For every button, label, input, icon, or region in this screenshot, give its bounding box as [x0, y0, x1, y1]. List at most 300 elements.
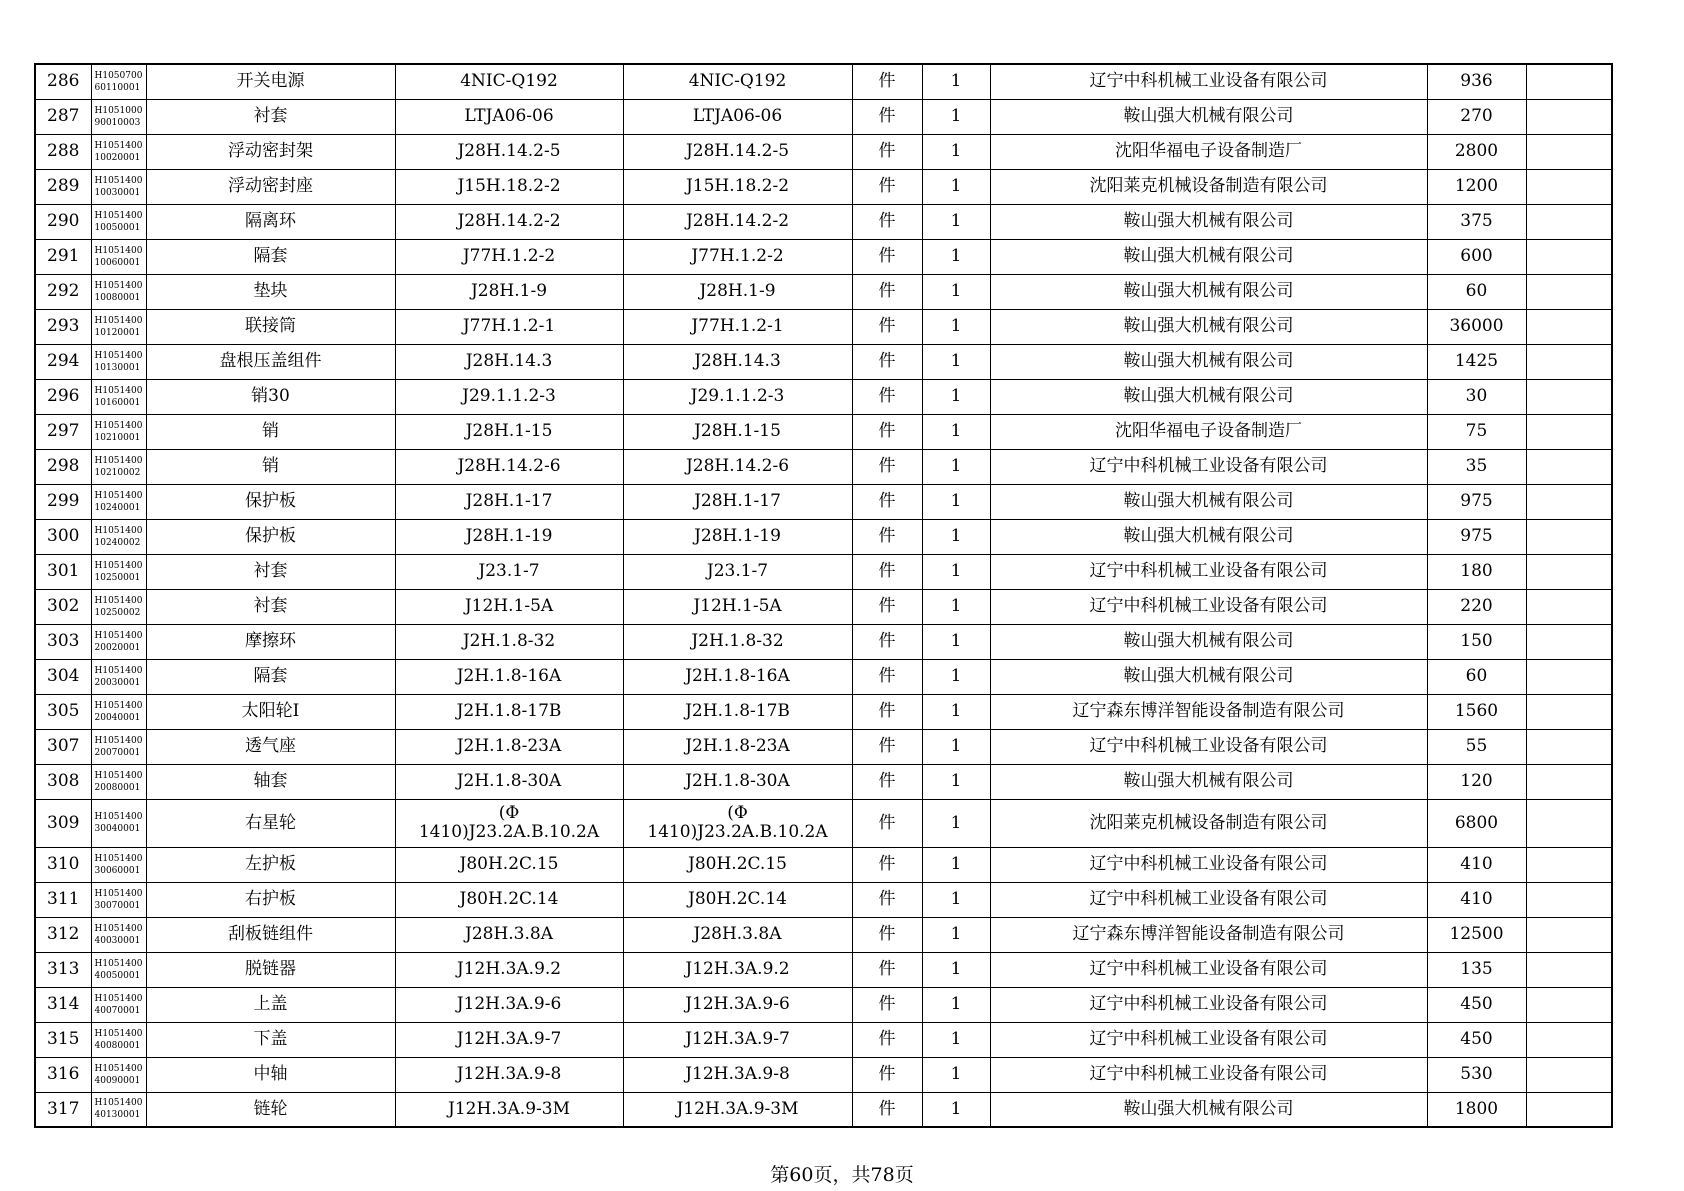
cell-quantity: 1 — [922, 624, 990, 659]
cell-price: 120 — [1427, 764, 1526, 799]
cell-price: 1200 — [1427, 169, 1526, 204]
cell-remark — [1526, 414, 1612, 449]
table-body — [35, 64, 1612, 1127]
cell-material-code: H1051400 40030001 — [91, 917, 146, 952]
cell-price: 36000 — [1427, 309, 1526, 344]
cell-price: 975 — [1427, 519, 1526, 554]
cell-material-code: H1051400 40070001 — [91, 987, 146, 1022]
cell-material-code: H1051400 30040001 — [91, 799, 146, 847]
cell-supplier: 辽宁中科机械工业设备有限公司 — [990, 1057, 1427, 1092]
cell-material-code: H1051400 10210001 — [91, 414, 146, 449]
cell-specification: J2H.1.8-23A — [395, 729, 623, 764]
cell-quantity: 1 — [922, 554, 990, 589]
cell-specification: J80H.2C.15 — [395, 847, 623, 882]
cell-specification: J28H.1-19 — [395, 519, 623, 554]
cell-material-code: H1051400 30060001 — [91, 847, 146, 882]
table-row — [35, 1057, 1612, 1092]
cell-supplier: 鞍山强大机械有限公司 — [990, 204, 1427, 239]
cell-remark — [1526, 1022, 1612, 1057]
cell-unit: 件 — [852, 952, 922, 987]
cell-unit: 件 — [852, 882, 922, 917]
cell-remark — [1526, 1092, 1612, 1127]
cell-remark — [1526, 1057, 1612, 1092]
cell-price: 1800 — [1427, 1092, 1526, 1127]
cell-specification: J77H.1.2-2 — [395, 239, 623, 274]
cell-model: J28H.14.2-2 — [623, 204, 852, 239]
cell-material-code: H1051400 40090001 — [91, 1057, 146, 1092]
cell-part-name: 轴套 — [146, 764, 395, 799]
table-row — [35, 882, 1612, 917]
cell-quantity: 1 — [922, 917, 990, 952]
cell-material-code: H1051400 40130001 — [91, 1092, 146, 1127]
cell-unit: 件 — [852, 987, 922, 1022]
cell-model: J28H.1-9 — [623, 274, 852, 309]
cell-price: 135 — [1427, 952, 1526, 987]
cell-model: (Φ 1410)J23.2A.B.10.2A — [623, 799, 852, 847]
cell-serial-number: 303 — [35, 624, 91, 659]
table-row — [35, 1022, 1612, 1057]
table-row — [35, 64, 1612, 99]
cell-material-code: H1051400 40050001 — [91, 952, 146, 987]
cell-unit: 件 — [852, 624, 922, 659]
cell-specification: J12H.3A.9-6 — [395, 987, 623, 1022]
cell-remark — [1526, 274, 1612, 309]
table-row — [35, 309, 1612, 344]
cell-unit: 件 — [852, 64, 922, 99]
cell-quantity: 1 — [922, 379, 990, 414]
cell-serial-number: 315 — [35, 1022, 91, 1057]
cell-serial-number: 292 — [35, 274, 91, 309]
cell-remark — [1526, 729, 1612, 764]
cell-quantity: 1 — [922, 764, 990, 799]
cell-specification: J28H.3.8A — [395, 917, 623, 952]
cell-quantity: 1 — [922, 519, 990, 554]
cell-part-name: 销30 — [146, 379, 395, 414]
cell-specification: J28H.1-15 — [395, 414, 623, 449]
cell-quantity: 1 — [922, 449, 990, 484]
cell-supplier: 沈阳莱克机械设备制造有限公司 — [990, 799, 1427, 847]
cell-unit: 件 — [852, 169, 922, 204]
cell-supplier: 沈阳华福电子设备制造厂 — [990, 414, 1427, 449]
cell-unit: 件 — [852, 1092, 922, 1127]
cell-model: J2H.1.8-32 — [623, 624, 852, 659]
cell-part-name: 刮板链组件 — [146, 917, 395, 952]
cell-unit: 件 — [852, 589, 922, 624]
table-row — [35, 554, 1612, 589]
cell-serial-number: 290 — [35, 204, 91, 239]
cell-price: 60 — [1427, 274, 1526, 309]
cell-quantity: 1 — [922, 414, 990, 449]
cell-remark — [1526, 484, 1612, 519]
cell-unit: 件 — [852, 414, 922, 449]
table-row — [35, 847, 1612, 882]
table-row — [35, 659, 1612, 694]
cell-model: J77H.1.2-2 — [623, 239, 852, 274]
cell-material-code: H1051400 20080001 — [91, 764, 146, 799]
cell-price: 375 — [1427, 204, 1526, 239]
cell-unit: 件 — [852, 204, 922, 239]
cell-price: 180 — [1427, 554, 1526, 589]
cell-quantity: 1 — [922, 882, 990, 917]
cell-part-name: 隔套 — [146, 659, 395, 694]
cell-specification: J12H.3A.9-8 — [395, 1057, 623, 1092]
cell-supplier: 鞍山强大机械有限公司 — [990, 764, 1427, 799]
table-row — [35, 379, 1612, 414]
cell-part-name: 脱链器 — [146, 952, 395, 987]
cell-specification: 4NIC-Q192 — [395, 64, 623, 99]
cell-supplier: 鞍山强大机械有限公司 — [990, 519, 1427, 554]
cell-price: 30 — [1427, 379, 1526, 414]
cell-material-code: H1051400 10240001 — [91, 484, 146, 519]
cell-price: 530 — [1427, 1057, 1526, 1092]
cell-quantity: 1 — [922, 1022, 990, 1057]
cell-unit: 件 — [852, 519, 922, 554]
cell-model: LTJA06-06 — [623, 99, 852, 134]
cell-price: 936 — [1427, 64, 1526, 99]
cell-model: J15H.18.2-2 — [623, 169, 852, 204]
cell-remark — [1526, 309, 1612, 344]
cell-price: 2800 — [1427, 134, 1526, 169]
cell-specification: J28H.14.2-5 — [395, 134, 623, 169]
cell-model: J12H.1-5A — [623, 589, 852, 624]
cell-serial-number: 309 — [35, 799, 91, 847]
cell-quantity: 1 — [922, 344, 990, 379]
cell-specification: J29.1.1.2-3 — [395, 379, 623, 414]
total-page-count: 78 — [870, 1164, 895, 1186]
cell-model: J2H.1.8-17B — [623, 694, 852, 729]
table-row — [35, 764, 1612, 799]
cell-part-name: 保护板 — [146, 519, 395, 554]
cell-price: 1560 — [1427, 694, 1526, 729]
cell-part-name: 浮动密封架 — [146, 134, 395, 169]
cell-material-code: H1051400 10080001 — [91, 274, 146, 309]
table-row — [35, 729, 1612, 764]
cell-remark — [1526, 952, 1612, 987]
table-row — [35, 799, 1612, 847]
cell-model: J12H.3A.9.2 — [623, 952, 852, 987]
cell-price: 60 — [1427, 659, 1526, 694]
cell-part-name: 链轮 — [146, 1092, 395, 1127]
table-row — [35, 589, 1612, 624]
cell-price: 55 — [1427, 729, 1526, 764]
cell-part-name: 衬套 — [146, 554, 395, 589]
cell-unit: 件 — [852, 309, 922, 344]
cell-material-code: H1051400 10250001 — [91, 554, 146, 589]
cell-model: J80H.2C.15 — [623, 847, 852, 882]
cell-unit: 件 — [852, 484, 922, 519]
cell-supplier: 鞍山强大机械有限公司 — [990, 99, 1427, 134]
cell-quantity: 1 — [922, 1092, 990, 1127]
cell-remark — [1526, 169, 1612, 204]
cell-remark — [1526, 344, 1612, 379]
cell-model: J28H.14.3 — [623, 344, 852, 379]
cell-supplier: 辽宁中科机械工业设备有限公司 — [990, 847, 1427, 882]
cell-remark — [1526, 134, 1612, 169]
cell-remark — [1526, 624, 1612, 659]
cell-serial-number: 299 — [35, 484, 91, 519]
cell-serial-number: 311 — [35, 882, 91, 917]
cell-serial-number: 286 — [35, 64, 91, 99]
cell-price: 600 — [1427, 239, 1526, 274]
cell-unit: 件 — [852, 659, 922, 694]
cell-supplier: 鞍山强大机械有限公司 — [990, 659, 1427, 694]
cell-quantity: 1 — [922, 274, 990, 309]
cell-price: 75 — [1427, 414, 1526, 449]
cell-price: 12500 — [1427, 917, 1526, 952]
table-row — [35, 239, 1612, 274]
cell-model: J28H.14.2-5 — [623, 134, 852, 169]
cell-serial-number: 293 — [35, 309, 91, 344]
cell-unit: 件 — [852, 847, 922, 882]
cell-material-code: H1051400 10030001 — [91, 169, 146, 204]
cell-model: J12H.3A.9-7 — [623, 1022, 852, 1057]
cell-serial-number: 297 — [35, 414, 91, 449]
cell-specification: J23.1-7 — [395, 554, 623, 589]
cell-part-name: 隔套 — [146, 239, 395, 274]
cell-serial-number: 305 — [35, 694, 91, 729]
table-row — [35, 917, 1612, 952]
table-row — [35, 274, 1612, 309]
cell-specification: J12H.3A.9.2 — [395, 952, 623, 987]
cell-serial-number: 307 — [35, 729, 91, 764]
cell-supplier: 辽宁中科机械工业设备有限公司 — [990, 589, 1427, 624]
cell-specification: J80H.2C.14 — [395, 882, 623, 917]
table-row — [35, 134, 1612, 169]
cell-model: J77H.1.2-1 — [623, 309, 852, 344]
cell-part-name: 联接筒 — [146, 309, 395, 344]
cell-supplier: 鞍山强大机械有限公司 — [990, 484, 1427, 519]
cell-specification: J28H.14.2-6 — [395, 449, 623, 484]
cell-unit: 件 — [852, 729, 922, 764]
cell-remark — [1526, 764, 1612, 799]
cell-unit: 件 — [852, 1057, 922, 1092]
cell-part-name: 隔离环 — [146, 204, 395, 239]
cell-serial-number: 313 — [35, 952, 91, 987]
footer-middle: 页，共 — [813, 1164, 871, 1186]
cell-unit: 件 — [852, 1022, 922, 1057]
footer-prefix: 第 — [770, 1164, 790, 1186]
cell-part-name: 衬套 — [146, 99, 395, 134]
cell-supplier: 辽宁中科机械工业设备有限公司 — [990, 952, 1427, 987]
parts-price-table — [34, 63, 1613, 1128]
cell-remark — [1526, 64, 1612, 99]
cell-specification: J28H.1-17 — [395, 484, 623, 519]
cell-material-code: H1051400 10020001 — [91, 134, 146, 169]
cell-serial-number: 308 — [35, 764, 91, 799]
cell-specification: J12H.3A.9-7 — [395, 1022, 623, 1057]
cell-material-code: H1051000 90010003 — [91, 99, 146, 134]
cell-material-code: H1050700 60110001 — [91, 64, 146, 99]
cell-serial-number: 298 — [35, 449, 91, 484]
cell-unit: 件 — [852, 344, 922, 379]
footer-suffix: 页 — [894, 1164, 914, 1186]
cell-unit: 件 — [852, 554, 922, 589]
table-row — [35, 624, 1612, 659]
cell-unit: 件 — [852, 449, 922, 484]
cell-supplier: 辽宁中科机械工业设备有限公司 — [990, 64, 1427, 99]
cell-model: J28H.1-15 — [623, 414, 852, 449]
table-row — [35, 694, 1612, 729]
cell-part-name: 销 — [146, 414, 395, 449]
cell-part-name: 右星轮 — [146, 799, 395, 847]
cell-unit: 件 — [852, 917, 922, 952]
cell-unit: 件 — [852, 379, 922, 414]
cell-quantity: 1 — [922, 847, 990, 882]
cell-model: J12H.3A.9-6 — [623, 987, 852, 1022]
cell-price: 270 — [1427, 99, 1526, 134]
cell-material-code: H1051400 20020001 — [91, 624, 146, 659]
cell-remark — [1526, 882, 1612, 917]
cell-serial-number: 291 — [35, 239, 91, 274]
cell-remark — [1526, 554, 1612, 589]
cell-supplier: 辽宁中科机械工业设备有限公司 — [990, 987, 1427, 1022]
cell-supplier: 沈阳华福电子设备制造厂 — [990, 134, 1427, 169]
cell-model: J12H.3A.9-8 — [623, 1057, 852, 1092]
cell-supplier: 鞍山强大机械有限公司 — [990, 1092, 1427, 1127]
table-row — [35, 449, 1612, 484]
cell-material-code: H1051400 20030001 — [91, 659, 146, 694]
table-row — [35, 169, 1612, 204]
cell-unit: 件 — [852, 764, 922, 799]
cell-unit: 件 — [852, 239, 922, 274]
cell-material-code: H1051400 40080001 — [91, 1022, 146, 1057]
cell-unit: 件 — [852, 134, 922, 169]
cell-specification: J12H.3A.9-3M — [395, 1092, 623, 1127]
cell-material-code: H1051400 20070001 — [91, 729, 146, 764]
cell-supplier: 辽宁中科机械工业设备有限公司 — [990, 449, 1427, 484]
cell-price: 150 — [1427, 624, 1526, 659]
cell-material-code: H1051400 30070001 — [91, 882, 146, 917]
cell-specification: J15H.18.2-2 — [395, 169, 623, 204]
cell-model: J12H.3A.9-3M — [623, 1092, 852, 1127]
table-row — [35, 519, 1612, 554]
cell-model: J2H.1.8-23A — [623, 729, 852, 764]
cell-part-name: 衬套 — [146, 589, 395, 624]
cell-specification: J77H.1.2-1 — [395, 309, 623, 344]
cell-quantity: 1 — [922, 987, 990, 1022]
cell-supplier: 沈阳莱克机械设备制造有限公司 — [990, 169, 1427, 204]
cell-price: 410 — [1427, 847, 1526, 882]
cell-price: 975 — [1427, 484, 1526, 519]
cell-unit: 件 — [852, 694, 922, 729]
cell-serial-number: 296 — [35, 379, 91, 414]
cell-part-name: 右护板 — [146, 882, 395, 917]
cell-price: 410 — [1427, 882, 1526, 917]
cell-serial-number: 312 — [35, 917, 91, 952]
cell-serial-number: 301 — [35, 554, 91, 589]
cell-quantity: 1 — [922, 64, 990, 99]
cell-supplier: 鞍山强大机械有限公司 — [990, 624, 1427, 659]
cell-quantity: 1 — [922, 204, 990, 239]
cell-model: J2H.1.8-30A — [623, 764, 852, 799]
table-row — [35, 99, 1612, 134]
cell-specification: J28H.14.3 — [395, 344, 623, 379]
cell-model: J23.1-7 — [623, 554, 852, 589]
cell-serial-number: 288 — [35, 134, 91, 169]
cell-unit: 件 — [852, 799, 922, 847]
cell-serial-number: 302 — [35, 589, 91, 624]
cell-material-code: H1051400 20040001 — [91, 694, 146, 729]
cell-material-code: H1051400 10210002 — [91, 449, 146, 484]
cell-quantity: 1 — [922, 589, 990, 624]
cell-part-name: 透气座 — [146, 729, 395, 764]
table-row — [35, 952, 1612, 987]
cell-unit: 件 — [852, 274, 922, 309]
cell-supplier: 鞍山强大机械有限公司 — [990, 344, 1427, 379]
cell-price: 450 — [1427, 987, 1526, 1022]
cell-part-name: 左护板 — [146, 847, 395, 882]
cell-remark — [1526, 239, 1612, 274]
cell-material-code: H1051400 10130001 — [91, 344, 146, 379]
cell-quantity: 1 — [922, 99, 990, 134]
cell-quantity: 1 — [922, 799, 990, 847]
cell-model: J28H.14.2-6 — [623, 449, 852, 484]
cell-supplier: 辽宁中科机械工业设备有限公司 — [990, 729, 1427, 764]
cell-material-code: H1051400 10240002 — [91, 519, 146, 554]
cell-price: 1425 — [1427, 344, 1526, 379]
cell-quantity: 1 — [922, 729, 990, 764]
cell-material-code: H1051400 10250002 — [91, 589, 146, 624]
cell-remark — [1526, 659, 1612, 694]
cell-model: J28H.3.8A — [623, 917, 852, 952]
cell-supplier: 辽宁中科机械工业设备有限公司 — [990, 554, 1427, 589]
cell-specification: LTJA06-06 — [395, 99, 623, 134]
cell-serial-number: 287 — [35, 99, 91, 134]
cell-quantity: 1 — [922, 659, 990, 694]
cell-remark — [1526, 99, 1612, 134]
cell-serial-number: 314 — [35, 987, 91, 1022]
cell-remark — [1526, 519, 1612, 554]
cell-material-code: H1051400 10050001 — [91, 204, 146, 239]
current-page-number: 60 — [789, 1164, 814, 1186]
cell-remark — [1526, 449, 1612, 484]
cell-part-name: 中轴 — [146, 1057, 395, 1092]
cell-quantity: 1 — [922, 484, 990, 519]
cell-specification: J28H.14.2-2 — [395, 204, 623, 239]
cell-part-name: 垫块 — [146, 274, 395, 309]
table-row — [35, 414, 1612, 449]
table-row — [35, 204, 1612, 239]
cell-part-name: 销 — [146, 449, 395, 484]
page-footer — [0, 1160, 1684, 1187]
cell-part-name: 摩擦环 — [146, 624, 395, 659]
cell-serial-number: 316 — [35, 1057, 91, 1092]
cell-quantity: 1 — [922, 952, 990, 987]
cell-model: J28H.1-17 — [623, 484, 852, 519]
cell-price: 35 — [1427, 449, 1526, 484]
cell-price: 450 — [1427, 1022, 1526, 1057]
cell-quantity: 1 — [922, 309, 990, 344]
cell-specification: J2H.1.8-16A — [395, 659, 623, 694]
cell-specification: J2H.1.8-30A — [395, 764, 623, 799]
cell-supplier: 鞍山强大机械有限公司 — [990, 379, 1427, 414]
cell-price: 220 — [1427, 589, 1526, 624]
cell-quantity: 1 — [922, 134, 990, 169]
cell-model: J29.1.1.2-3 — [623, 379, 852, 414]
cell-material-code: H1051400 10060001 — [91, 239, 146, 274]
cell-model: J80H.2C.14 — [623, 882, 852, 917]
cell-remark — [1526, 917, 1612, 952]
cell-model: J2H.1.8-16A — [623, 659, 852, 694]
cell-serial-number: 300 — [35, 519, 91, 554]
cell-specification: J28H.1-9 — [395, 274, 623, 309]
cell-specification: (Φ 1410)J23.2A.B.10.2A — [395, 799, 623, 847]
table-row — [35, 1092, 1612, 1127]
cell-unit: 件 — [852, 99, 922, 134]
table-row — [35, 344, 1612, 379]
cell-part-name: 下盖 — [146, 1022, 395, 1057]
cell-model: J28H.1-19 — [623, 519, 852, 554]
